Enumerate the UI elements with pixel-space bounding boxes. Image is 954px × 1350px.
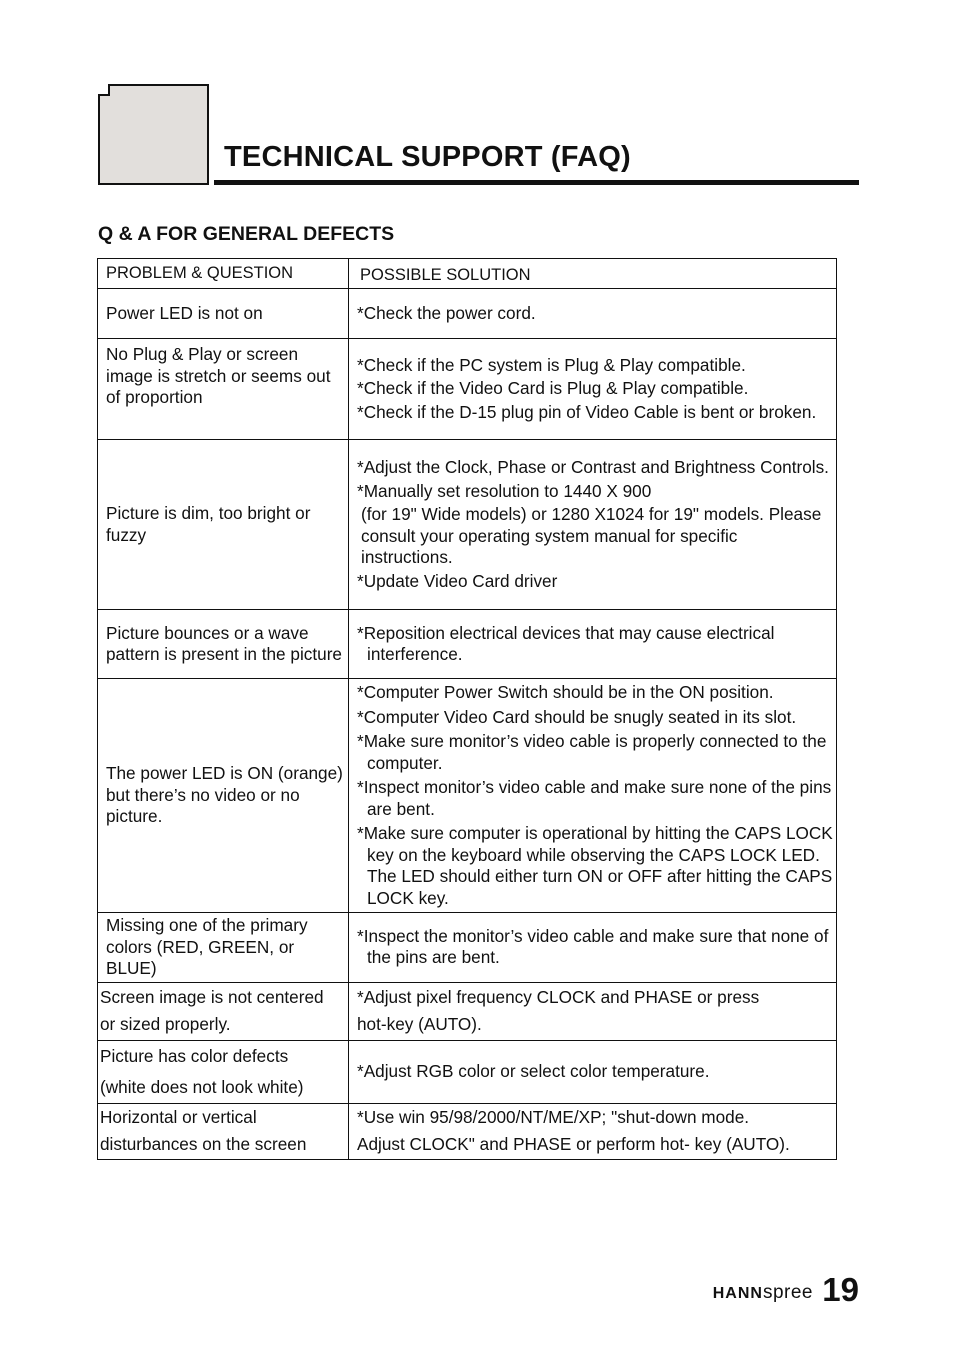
page-number: 19: [822, 1271, 859, 1308]
solution-text: *Check if the Video Card is Plug & Play compatible.: [357, 378, 749, 399]
brand-logo: [713, 1282, 813, 1304]
solution-text: *Use win 95/98/2000/NT/ME/XP; "shut-down mode.: [357, 1107, 750, 1127]
problem-text: No Plug & Play or screen image is stretch or seems out of proportion: [106, 344, 331, 407]
table-row: [98, 679, 837, 913]
solution-cell: [349, 982, 837, 1040]
problem-cell: [98, 339, 349, 440]
problem-text: Picture is dim, too bright or fuzzy: [106, 503, 311, 545]
problem-cell: [98, 1040, 349, 1103]
column-header-problem: PROBLEM & QUESTION: [98, 259, 349, 289]
solution-text: *Check if the PC system is Plug & Play compatible.: [357, 354, 746, 375]
problem-text: Missing one of the primary colors (RED, GREEN, or BLUE): [106, 915, 308, 978]
title-underline: [214, 180, 859, 185]
chapter-tab-notch: [98, 84, 110, 96]
table-row: [98, 982, 837, 1040]
solution-text: (for 19" Wide models) or 1280 X1024 for 19" models. Please consult your operating system manual for specific instructions.: [361, 504, 822, 567]
solution-text: hot-key (AUTO).: [357, 1014, 482, 1034]
solution-cell: [349, 913, 837, 983]
solution-text: *Make sure monitor’s video cable is properly connected to the computer.: [357, 731, 827, 773]
solution-text: *Manually set resolution to 1440 X 900: [357, 480, 652, 501]
faq-table: [97, 258, 837, 1160]
problem-text: Picture has color defects: [100, 1045, 289, 1066]
solution-cell: [349, 1040, 837, 1103]
problem-cell: [98, 679, 349, 913]
brand-logo-light: spree: [762, 1282, 813, 1303]
table-row: [98, 339, 837, 440]
brand-logo-bold: HANN: [712, 1285, 763, 1302]
solution-cell: [349, 339, 837, 440]
table-row: [98, 440, 837, 610]
table-row: [98, 289, 837, 339]
problem-text: Picture bounces or a wave pattern is present in the picture: [106, 622, 342, 664]
problem-cell: [98, 913, 349, 983]
problem-cell: [98, 982, 349, 1040]
solution-cell: [349, 1103, 837, 1159]
column-header-solution: POSSIBLE SOLUTION: [349, 259, 837, 289]
solution-text: *Adjust RGB color or select color temperature.: [357, 1060, 710, 1081]
solution-cell: [349, 679, 837, 913]
solution-text: *Computer Power Switch should be in the ON position.: [357, 682, 774, 702]
table-row: [98, 913, 837, 983]
table-row: [98, 1103, 837, 1159]
solution-cell: [349, 440, 837, 610]
solution-text: *Inspect monitor’s video cable and make sure none of the pins are bent.: [357, 777, 832, 819]
solution-text: *Reposition electrical devices that may cause electrical interference.: [357, 622, 775, 664]
page-title: TECHNICAL SUPPORT (FAQ): [224, 141, 631, 173]
solution-cell: [349, 610, 837, 679]
table-row: [98, 1040, 837, 1103]
problem-text: disturbances on the screen: [100, 1134, 307, 1154]
problem-text: Power LED is not on: [106, 302, 263, 323]
table-header-row: [98, 259, 837, 289]
solution-text: *Inspect the monitor’s video cable and make sure that none of the pins are bent.: [357, 925, 829, 968]
solution-cell: [349, 289, 837, 339]
solution-text: *Check if the D-15 plug pin of Video Cable is bent or broken.: [357, 401, 817, 422]
problem-cell: [98, 289, 349, 339]
problem-cell: [98, 1103, 349, 1159]
problem-cell: [98, 440, 349, 610]
solution-text: Adjust CLOCK" and PHASE or perform hot- key (AUTO).: [357, 1134, 790, 1154]
problem-cell: [98, 610, 349, 679]
solution-text: *Adjust pixel frequency CLOCK and PHASE or press: [357, 987, 760, 1007]
problem-text: (white does not look white): [100, 1076, 304, 1097]
problem-text: Screen image is not centered: [100, 987, 324, 1007]
solution-text: *Check the power cord.: [357, 302, 536, 323]
solution-text: *Adjust the Clock, Phase or Contrast and Brightness Controls.: [357, 457, 829, 477]
table-row: [98, 610, 837, 679]
chapter-tab-decoration: [98, 84, 209, 185]
problem-text: Horizontal or vertical: [100, 1107, 257, 1127]
problem-text: or sized properly.: [100, 1014, 231, 1034]
solution-text: *Make sure computer is operational by hitting the CAPS LOCK key on the keyboard while observing the CAPS LOCK LED. The LED should either turn ON or OFF after hitting the CAPS LOCK key.: [357, 823, 833, 908]
problem-text: The power LED is ON (orange) but there’s no video or no picture.: [106, 763, 343, 827]
section-heading: Q & A FOR GENERAL DEFECTS: [98, 223, 395, 245]
solution-text: *Update Video Card driver: [357, 570, 558, 591]
solution-text: *Computer Video Card should be snugly seated in its slot.: [357, 706, 797, 727]
